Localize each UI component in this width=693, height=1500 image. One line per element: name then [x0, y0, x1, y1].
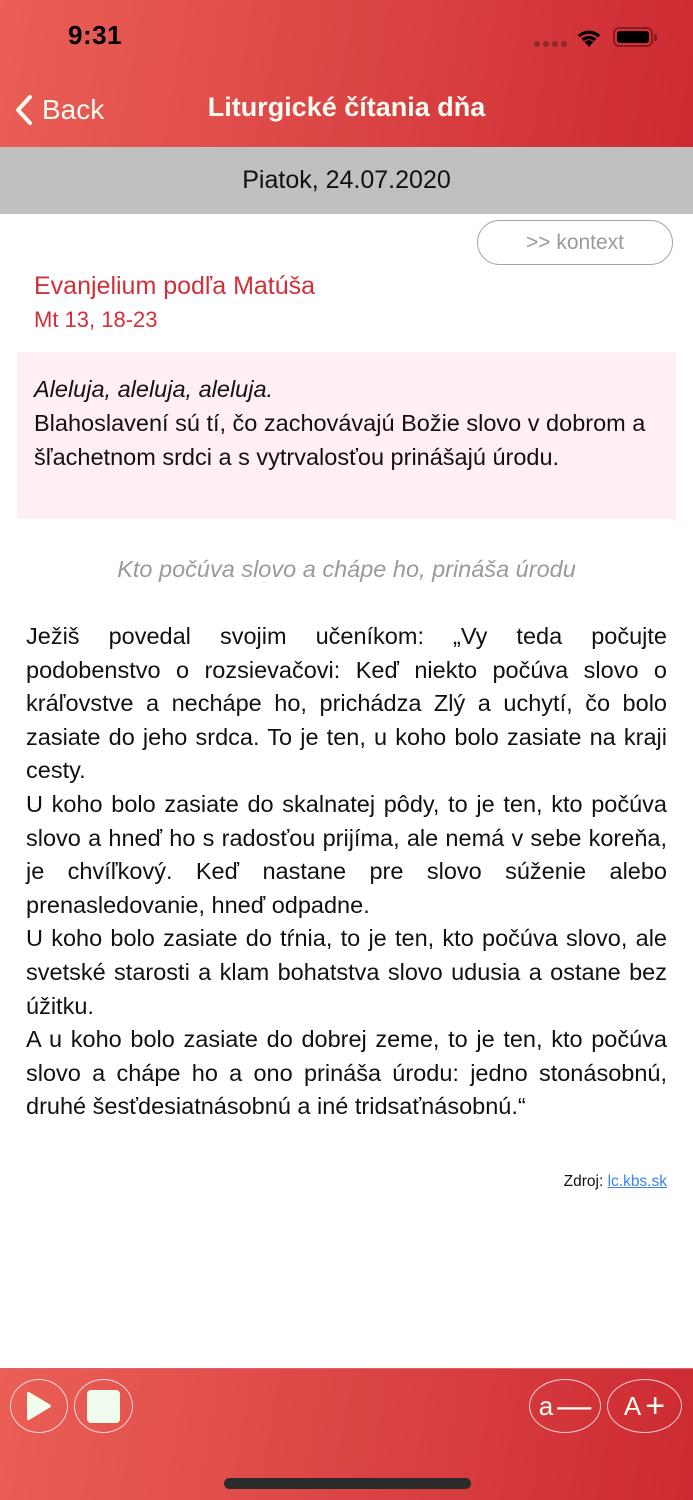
- font-increase-letter: A: [623, 1390, 642, 1421]
- date-label: Piatok, 24.07.2020: [242, 166, 451, 194]
- source-link[interactable]: lc.kbs.sk: [607, 1173, 667, 1190]
- reading-paragraph: U koho bolo zasiate do skalnatej pôdy, to je ten, kto počúva slovo a hneď ho s radosťou prijíma, ale nemá v sebe koreňa, je chvíľkový. Keď nastane pre slovo súženie alebo prenasledovanie, hneď odpadne.: [26, 790, 667, 918]
- stop-button[interactable]: [74, 1379, 133, 1433]
- stop-icon: [87, 1390, 120, 1423]
- back-label: Back: [42, 94, 105, 125]
- book-reference: Mt 13, 18-23: [34, 307, 158, 332]
- date-bar: [0, 147, 693, 214]
- source-label: Zdroj:: [563, 1173, 604, 1190]
- font-decrease-button[interactable]: [529, 1379, 601, 1433]
- play-icon: [25, 1389, 53, 1423]
- reading-paragraph: Ježiš povedal svojim učeníkom: „Vy teda počujte podobenstvo o rozsievačovi: Keď niekto počúva slovo o kráľovstve a nechápe ho, prichádza Zlý a uchytí, čo bolo zasiate do jeho srdca. To je ten, u koho bolo zasiate na kraji cesty.: [26, 623, 667, 784]
- acclamation-box: [17, 352, 676, 519]
- minus-icon: —: [557, 1387, 592, 1425]
- source-attribution: [564, 1173, 667, 1191]
- battery-icon: [613, 27, 653, 47]
- reading-paragraph: A u koho bolo zasiate do dobrej zeme, to je ten, kto počúva slovo a chápe ho a ono prináša úrodu: jedno stonásobnú, druhé šesťdesiatnásobnú a iné tridsaťnásobnú.“: [26, 1026, 667, 1120]
- wifi-icon: [574, 26, 604, 48]
- font-decrease-letter: a: [538, 1390, 554, 1421]
- font-increase-button[interactable]: [607, 1379, 682, 1433]
- reading-text: [26, 620, 667, 1124]
- plus-icon: +: [645, 1387, 666, 1425]
- home-indicator[interactable]: [224, 1478, 471, 1489]
- reading-paragraph: U koho bolo zasiate do tŕnia, to je ten, kto počúva slovo, ale svetské starosti a klam bohatstva slovo udusia a ostane bez úžitku.: [26, 925, 667, 1019]
- reading-subtitle: Kto počúva slovo a chápe ho, prináša úrodu: [117, 556, 576, 582]
- book-title: Evanjelium podľa Matúša: [34, 272, 316, 300]
- status-time: 9:31: [68, 20, 123, 50]
- page-title: Liturgické čítania dňa: [207, 92, 486, 122]
- signal-dots-icon: [534, 41, 567, 47]
- play-button[interactable]: [10, 1379, 68, 1433]
- acclamation-verse: Blahoslavení sú tí, čo zachovávajú Božie slovo v dobrom a šľachetnom srdci a s vytrvalosťou prinášajú úrodu.: [34, 410, 646, 470]
- kontext-button[interactable]: >> kontext: [477, 220, 673, 265]
- aleluja-text: Aleluja, aleluja, aleluja.: [34, 376, 274, 402]
